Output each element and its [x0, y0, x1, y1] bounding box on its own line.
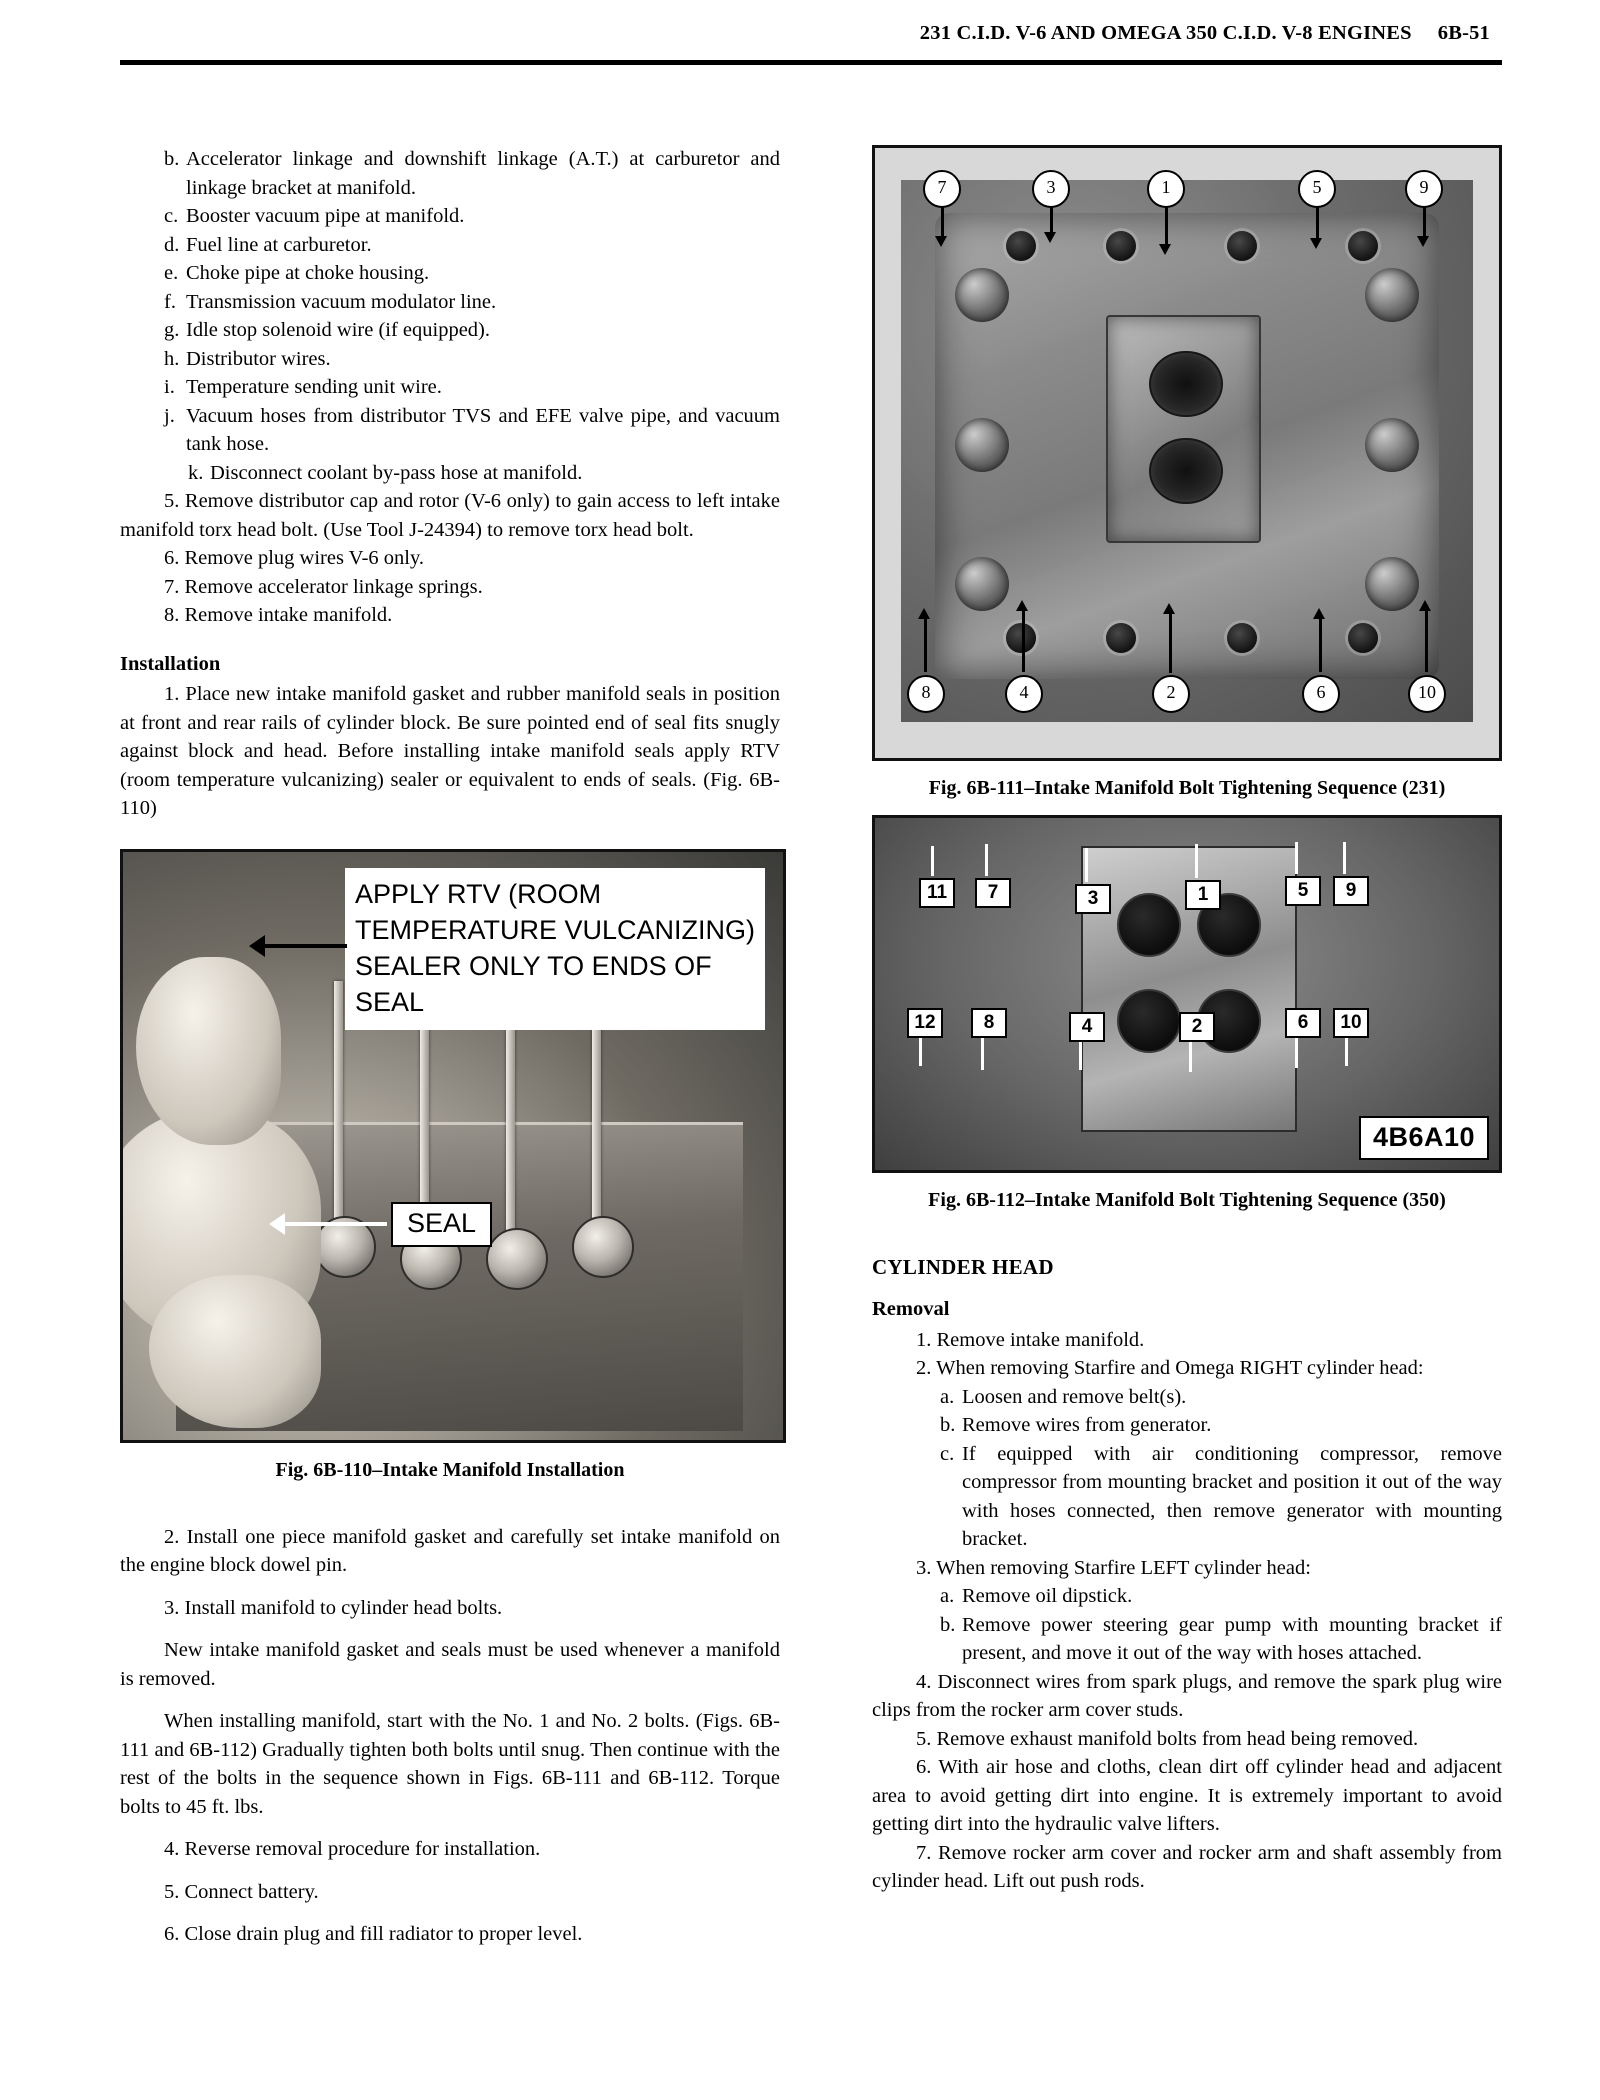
callout-arrowhead: [1163, 603, 1175, 614]
callout-bolt-3: 3: [1032, 170, 1070, 208]
list-item: [872, 1383, 1502, 1412]
removal-step-7: 7. Remove accelerator linkage springs.: [164, 575, 483, 598]
list-item: [120, 145, 780, 202]
callout-bolt-5: 5: [1298, 170, 1336, 208]
list-item-text: Idle stop solenoid wire (if equipped).: [186, 319, 491, 341]
figure-6b-110: [120, 849, 786, 1443]
callout-bolt-1: 1: [1147, 170, 1185, 208]
list-item: [120, 373, 780, 402]
list-item: [120, 459, 780, 488]
callout-bolt-7: 7: [975, 878, 1011, 908]
callout-tick: [1295, 1036, 1298, 1068]
callout-arrowhead: [935, 236, 947, 247]
valve-cup: [572, 1216, 634, 1278]
list-item-label: e.: [164, 262, 179, 284]
right-column: [872, 145, 1502, 1896]
list-item: [120, 202, 780, 231]
cyl-removal-step-4: 4. Disconnect wires from spark plugs, and remove the spark plug wire clips from the rocker arm cover studs.: [872, 1670, 1502, 1721]
bolt-hole: [1106, 623, 1136, 653]
figure-6b-111-caption: Fig. 6B-111–Intake Manifold Bolt Tightening Sequence (231): [928, 777, 1446, 799]
rtv-callout-arrowhead: [249, 935, 265, 957]
list-item-label: k.: [188, 461, 204, 484]
list-item-text: Remove oil dipstick.: [962, 1585, 1133, 1607]
list-item-label: h.: [164, 347, 180, 370]
callout-leader: [1022, 610, 1025, 672]
list-item-label: c.: [940, 1442, 955, 1465]
photo-code-badge: 4B6A10: [1359, 1116, 1489, 1160]
list-item-label: b.: [164, 148, 180, 170]
callout-bolt-9: 9: [1405, 170, 1443, 208]
callout-arrowhead: [1310, 238, 1322, 249]
annotation-seal: SEAL: [391, 1202, 492, 1247]
removal-step-8: 8. Remove intake manifold.: [164, 604, 393, 626]
callout-bolt-5: 5: [1285, 876, 1321, 906]
bolt-hole: [1006, 623, 1036, 653]
callout-leader: [1319, 618, 1322, 672]
callout-leader: [924, 618, 927, 672]
cylinder-head-heading: CYLINDER HEAD: [872, 1255, 1054, 1279]
manifold-runner: [955, 268, 1009, 322]
list-item: [872, 1611, 1502, 1668]
removal-step-6: 6. Remove plug wires V-6 only.: [164, 547, 425, 569]
bolt-hole: [1227, 623, 1257, 653]
seal-callout-arrow: [283, 1222, 387, 1226]
installation-step-3: 3. Install manifold to cylinder head bolts.: [164, 1596, 503, 1619]
callout-tick: [1343, 842, 1346, 874]
list-item: [872, 1411, 1502, 1440]
callout-bolt-8: 8: [907, 675, 945, 713]
list-item-text: Choke pipe at choke housing.: [186, 262, 430, 284]
carburetor-bore: [1117, 893, 1181, 957]
installation-note-gasket: New intake manifold gasket and seals must be used whenever a manifold is removed.: [120, 1639, 780, 1690]
removal-heading: Removal: [872, 1298, 950, 1320]
header-rule: [120, 60, 1502, 65]
valve-cup: [486, 1228, 548, 1290]
carburetor-bore: [1149, 351, 1222, 418]
callout-bolt-1: 1: [1185, 880, 1221, 910]
manifold-runner: [1365, 268, 1419, 322]
installation-heading: Installation: [120, 652, 221, 675]
callout-tick: [985, 844, 988, 876]
list-item: [872, 1582, 1502, 1611]
callout-leader: [1050, 204, 1053, 234]
installation-step-4: 4. Reverse removal procedure for installation.: [164, 1838, 541, 1860]
removal-step-5: 5. Remove distributor cap and rotor (V-6 only) to gain access to left intake manifold torx head bolt. (Use Tool J-24394) to remove torx head bolt.: [120, 490, 780, 541]
list-item: [120, 316, 780, 345]
callout-bolt-10: 10: [1408, 675, 1446, 713]
list-item-text: Fuel line at carburetor.: [186, 233, 372, 256]
carburetor-bore: [1117, 989, 1181, 1053]
cyl-removal-step-6: 6. With air hose and cloths, clean dirt off cylinder head and adjacent area to avoid getting dirt into engine. It is extremely important to avoid getting dirt into the hydraulic valve lifters.: [872, 1756, 1502, 1835]
callout-bolt-4: 4: [1005, 675, 1043, 713]
callout-bolt-10: 10: [1333, 1008, 1369, 1038]
list-item-text: Remove power steering gear pump with mounting bracket if present, and move it out of the way with hoses attached.: [962, 1613, 1502, 1664]
bolt-hole: [1227, 231, 1257, 261]
list-item-text: Vacuum hoses from distributor TVS and EFE valve pipe, and vacuum tank hose.: [186, 404, 780, 455]
bolt-hole: [1348, 623, 1378, 653]
callout-arrowhead: [918, 608, 930, 619]
callout-arrowhead: [1016, 600, 1028, 611]
callout-bolt-12: 12: [907, 1008, 943, 1038]
callout-bolt-9: 9: [1333, 876, 1369, 906]
callout-tick: [919, 1036, 922, 1066]
callout-bolt-6: 6: [1302, 675, 1340, 713]
list-item: [120, 259, 780, 288]
figure-6b-112-caption: Fig. 6B-112–Intake Manifold Bolt Tightening Sequence (350): [928, 1189, 1446, 1211]
header-title: 231 C.I.D. V-6 AND OMEGA 350 C.I.D. V-8 ENGINES: [919, 22, 1412, 44]
callout-arrowhead: [1419, 600, 1431, 611]
left-column: [120, 145, 780, 1949]
list-item-label: g.: [164, 319, 180, 341]
bolt-hole: [1106, 231, 1136, 261]
list-item-text: Transmission vacuum modulator line.: [186, 290, 497, 313]
list-item-text: Remove wires from generator.: [962, 1414, 1212, 1436]
figure-6b-112: [872, 815, 1502, 1173]
callout-leader: [1169, 613, 1172, 673]
callout-bolt-6: 6: [1285, 1008, 1321, 1038]
list-item-label: b.: [940, 1613, 956, 1636]
callout-bolt-4: 4: [1069, 1012, 1105, 1042]
list-item-text: Accelerator linkage and downshift linkage (A.T.) at carburetor and linkage bracket at manifold.: [186, 148, 780, 199]
carburetor-bore: [1149, 438, 1222, 505]
bolt-hole: [1006, 231, 1036, 261]
callout-tick: [1085, 848, 1088, 882]
cyl-removal-step-1: 1. Remove intake manifold.: [916, 1328, 1145, 1351]
list-item: [120, 288, 780, 317]
list-item-text: If equipped with air conditioning compressor, remove compressor from mounting bracket and position it out of the way with hoses connected, then remove generator with mounting bracket.: [962, 1442, 1502, 1550]
list-item: [120, 231, 780, 260]
list-item-text: Disconnect coolant by-pass hose at manifold.: [210, 461, 583, 484]
list-item: [872, 1440, 1502, 1554]
manifold-runner: [955, 418, 1009, 472]
callout-tick: [981, 1036, 984, 1070]
cyl-removal-step-5: 5. Remove exhaust manifold bolts from head being removed.: [916, 1727, 1419, 1750]
list-item-label: j.: [164, 404, 175, 427]
callout-tick: [1195, 844, 1198, 878]
callout-tick: [1295, 842, 1298, 874]
page-number: 6B-51: [1437, 22, 1490, 44]
figure-6b-111: [872, 145, 1502, 761]
callout-bolt-2: 2: [1152, 675, 1190, 713]
callout-leader: [1316, 204, 1319, 240]
installation-step-2: 2. Install one piece manifold gasket and carefully set intake manifold on the engine block dowel pin.: [120, 1525, 780, 1576]
callout-bolt-11: 11: [919, 878, 955, 908]
rtv-callout-arrow: [261, 944, 347, 948]
figure-6b-110-caption: Fig. 6B-110–Intake Manifold Installation: [275, 1458, 625, 1481]
list-item-label: a.: [940, 1585, 955, 1607]
intake-manifold-body: [935, 213, 1438, 679]
list-item: [120, 402, 780, 459]
cyl-removal-step-3: 3. When removing Starfire LEFT cylinder head:: [916, 1556, 1311, 1579]
callout-bolt-2: 2: [1179, 1012, 1215, 1042]
carburetor-mounting-pad: [1106, 315, 1261, 543]
list-item-label: b.: [940, 1414, 956, 1436]
callout-arrowhead: [1417, 236, 1429, 247]
callout-tick: [1345, 1036, 1348, 1066]
callout-bolt-3: 3: [1075, 884, 1111, 914]
installation-step-1: 1. Place new intake manifold gasket and rubber manifold seals in position at front and rear rails of cylinder block. Be sure pointed end of seal fits snugly against block and head. Before installing intake manifold seals apply RTV (room temperature vulcanizing) sealer or equivalent to ends of seals. (Fig. 6B-110): [120, 683, 780, 819]
callout-tick: [931, 846, 934, 876]
callout-arrowhead: [1044, 232, 1056, 243]
callout-bolt-7: 7: [923, 170, 961, 208]
seal-callout-arrowhead: [269, 1213, 285, 1235]
list-item-text: Temperature sending unit wire.: [186, 376, 442, 398]
list-item: [120, 345, 780, 374]
technician-fingers: [149, 1275, 321, 1428]
callout-tick: [1189, 1040, 1192, 1072]
push-rod: [334, 981, 343, 1251]
callout-leader: [941, 204, 944, 238]
callout-leader: [1423, 204, 1426, 238]
list-item-label: c.: [164, 205, 179, 227]
callout-arrowhead: [1313, 608, 1325, 619]
list-item-label: d.: [164, 233, 180, 256]
technician-thumb: [136, 957, 281, 1145]
manifold-runner: [955, 557, 1009, 611]
page-header: [120, 22, 1490, 45]
callout-bolt-8: 8: [971, 1008, 1007, 1038]
bolt-hole: [1348, 231, 1378, 261]
figure-6b-111-photo: [901, 180, 1473, 722]
installation-note-sequence: When installing manifold, start with the No. 1 and No. 2 bolts. (Figs. 6B-111 and 6B-112) Gradually tighten both bolts until snug. Then continue with the rest of the bolts in the sequence shown in Figs. 6B-111 and 6B-112. Torque bolts to 45 ft. lbs.: [120, 1710, 780, 1818]
list-item-text: Loosen and remove belt(s).: [962, 1385, 1187, 1408]
annotation-apply-rtv: APPLY RTV (ROOM TEMPERATURE VULCANIZING) SEALER ONLY TO ENDS OF SEAL: [345, 868, 765, 1030]
list-item-label: a.: [940, 1385, 955, 1408]
installation-step-5: 5. Connect battery.: [164, 1880, 319, 1903]
list-item-text: Booster vacuum pipe at manifold.: [186, 205, 465, 227]
list-item-text: Distributor wires.: [186, 347, 331, 370]
cyl-removal-step-7: 7. Remove rocker arm cover and rocker arm and shaft assembly from cylinder head. Lift out push rods.: [872, 1841, 1502, 1892]
callout-tick: [1079, 1040, 1082, 1070]
list-item-label: i.: [164, 376, 175, 398]
cyl-removal-step-2: 2. When removing Starfire and Omega RIGHT cylinder head:: [916, 1357, 1424, 1379]
list-item-label: f.: [164, 290, 176, 313]
callout-leader: [1425, 610, 1428, 672]
manifold-runner: [1365, 418, 1419, 472]
installation-step-6: 6. Close drain plug and fill radiator to proper level.: [164, 1923, 583, 1945]
callout-leader: [1165, 204, 1168, 246]
callout-arrowhead: [1159, 244, 1171, 255]
manifold-runner: [1365, 557, 1419, 611]
